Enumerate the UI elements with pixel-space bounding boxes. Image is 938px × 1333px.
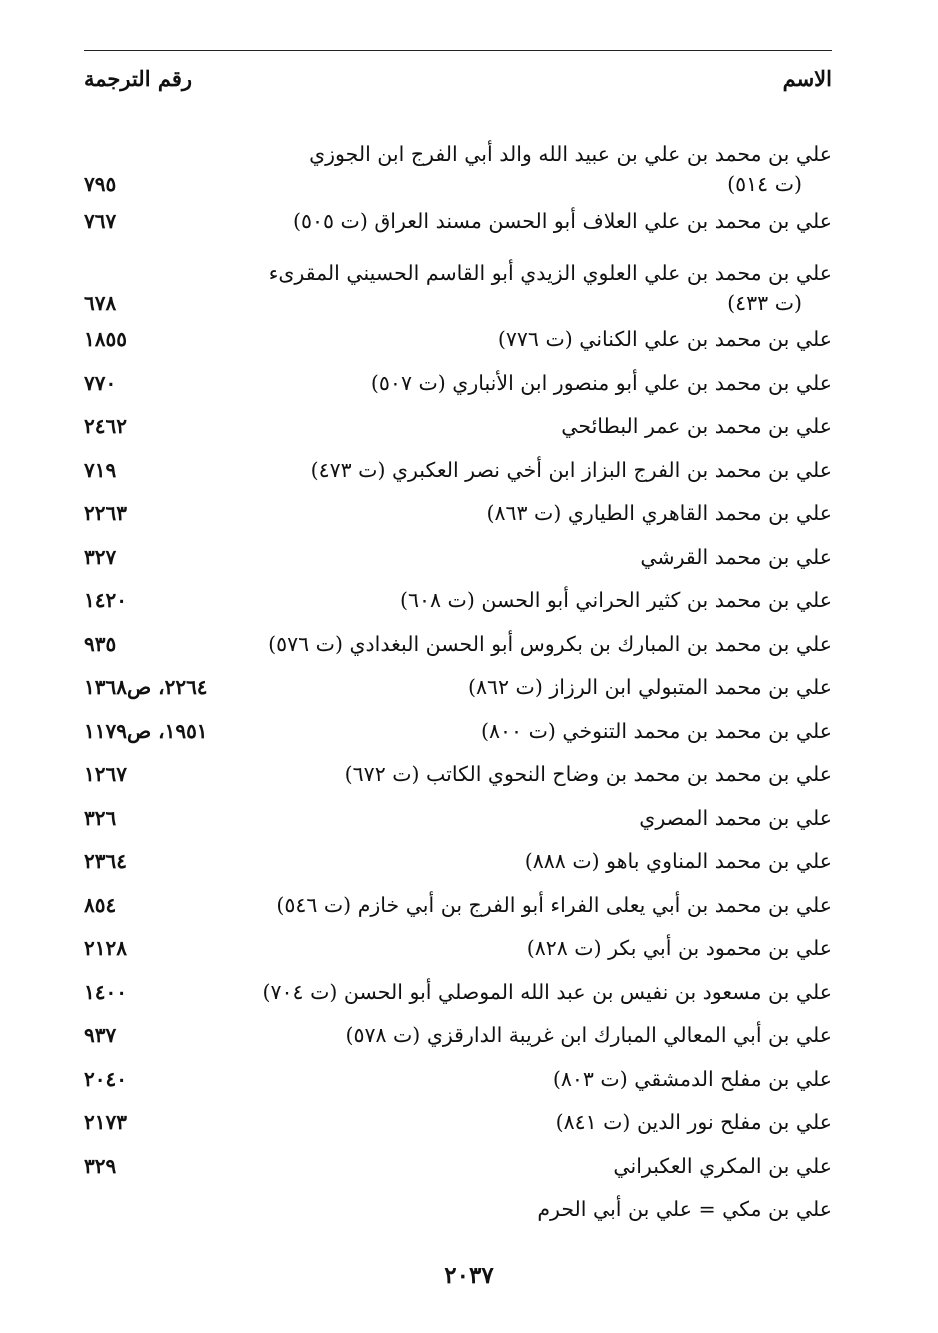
index-entry (84, 709, 832, 753)
index-entry (84, 666, 832, 710)
entry-name-continuation: (ت ٤٣٣) (727, 290, 802, 315)
entry-name (232, 411, 832, 441)
entry-name-text: علي بن محمد بن محمد بن وضاح النحوي الكاتب (ت ٦٧٢) (344, 762, 832, 787)
index-entry (84, 448, 832, 492)
entry-name (232, 139, 832, 199)
entry-name (232, 258, 832, 318)
entry-name-text: علي بن محمد المتبولي ابن الرزاز (ت ٨٦٢) (467, 675, 832, 700)
top-rule (84, 50, 832, 51)
index-entry (84, 883, 832, 927)
entry-number: ١٤٢٠ (84, 588, 127, 613)
entry-number: ٧٩٥ (84, 172, 117, 196)
entry-number: ٨٥٤ (84, 892, 117, 917)
entry-name (232, 759, 832, 789)
entry-name (232, 1194, 832, 1224)
header-number-column: رقم الترجمة (84, 66, 193, 91)
index-entry (84, 1101, 832, 1145)
entry-name-text: علي بن مفلح نور الدين (ت ٨٤١) (555, 1110, 832, 1135)
entry-name-text: علي بن محمد المصري (639, 805, 832, 830)
entry-name (232, 716, 832, 746)
index-entries (84, 124, 832, 1231)
entry-number: ٣٢٧ (84, 544, 117, 569)
entry-name (232, 629, 832, 659)
index-entry (84, 535, 832, 579)
entry-name (232, 1151, 832, 1181)
header-name-column: الاسم (782, 66, 832, 91)
entry-name-text: علي بن محمد بن علي العلاف أبو الحسن مسند العراق (ت ٥٠٥) (292, 208, 832, 233)
index-entry (84, 1144, 832, 1188)
entry-number: ٧١٩ (84, 457, 117, 482)
entry-name-text: علي بن محمد المناوي باهو (ت ٨٨٨) (524, 849, 832, 874)
entry-name-text: علي بن محمد بن علي الكناني (ت ٧٧٦) (497, 327, 832, 352)
index-entry (84, 124, 832, 199)
entry-name-text: علي بن محمد القرشي (640, 544, 832, 569)
entry-number: ٣٢٦ (84, 805, 117, 830)
index-entry (84, 840, 832, 884)
entry-number: ٦٧٨ (84, 290, 117, 315)
entry-number: ١٢٦٧ (84, 762, 127, 787)
index-entry (84, 927, 832, 971)
entry-name-text: علي بن المكري العكبراني (613, 1153, 832, 1178)
index-entry (84, 1014, 832, 1058)
entry-number: ٢٢٦٣ (84, 501, 127, 526)
entry-number: ٢٤٦٢ (84, 414, 127, 439)
entry-name (232, 206, 832, 236)
index-entry (84, 243, 832, 318)
entry-name (232, 1064, 832, 1094)
entry-name (232, 324, 832, 354)
entry-name (232, 933, 832, 963)
index-entry (84, 361, 832, 405)
entry-number: ٢٣٦٤ (84, 849, 127, 874)
entry-name (232, 498, 832, 528)
entry-name-text: علي بن محمود بن أبي بكر (ت ٨٢٨) (526, 936, 832, 961)
entry-name (232, 846, 832, 876)
index-entry (84, 970, 832, 1014)
entry-number: ٢٢٦٤، ص١٣٦٨ (84, 675, 208, 700)
entry-name-text: علي بن محمد بن علي بن عبيد الله والد أبي الفرج ابن الجوزي (309, 142, 832, 166)
entry-number: ١٩٥١، ص١١٧٩ (84, 718, 208, 743)
page-number: ٢٠٣٧ (444, 1262, 494, 1289)
entry-number: ٢١٢٨ (84, 936, 127, 961)
entry-name (232, 368, 832, 398)
entry-number: ٩٣٧ (84, 1023, 117, 1048)
entry-name (232, 585, 832, 615)
entry-name (232, 977, 832, 1007)
entry-name (232, 455, 832, 485)
index-entry (84, 492, 832, 536)
entry-name (232, 672, 832, 702)
entry-number: ٧٧٠ (84, 370, 117, 395)
entry-name-text: علي بن محمد بن المبارك بن بكروس أبو الحسن البغدادي (ت ٥٧٦) (268, 631, 832, 656)
entry-number: ٣٢٩ (84, 1153, 117, 1178)
index-entry (84, 318, 832, 362)
index-entry (84, 579, 832, 623)
entry-name (232, 1020, 832, 1050)
index-entry (84, 753, 832, 797)
column-header (84, 66, 832, 100)
index-entry (84, 1188, 832, 1232)
entry-name (232, 890, 832, 920)
entry-name-text: علي بن مفلح الدمشقي (ت ٨٠٣) (552, 1066, 832, 1091)
entry-name (232, 542, 832, 572)
index-entry (84, 1057, 832, 1101)
entry-name-text: علي بن محمد بن علي أبو منصور ابن الأنباري (ت ٥٠٧) (370, 370, 832, 395)
entry-name-text: علي بن أبي المعالي المبارك ابن غريبة الدارقزي (ت ٥٧٨) (345, 1023, 832, 1048)
entry-number: ٢٠٤٠ (84, 1066, 127, 1091)
entry-number: ١٤٠٠ (84, 979, 127, 1004)
entry-name-text: علي بن محمد بن كثير الحراني أبو الحسن (ت ٦٠٨) (399, 588, 832, 613)
entry-name-text: علي بن محمد بن محمد التنوخي (ت ٨٠٠) (481, 718, 832, 743)
entry-name-text: علي بن مكي = علي بن أبي الحرم (537, 1197, 832, 1222)
entry-name-continuation: (ت ٥١٤) (727, 172, 802, 196)
entry-name (232, 803, 832, 833)
entry-number: ٩٣٥ (84, 631, 117, 656)
entry-name-text: علي بن مسعود بن نفيس بن عبد الله الموصلي أبو الحسن (ت ٧٠٤) (262, 979, 832, 1004)
index-entry (84, 622, 832, 666)
index-entry (84, 199, 832, 243)
entry-name-text: علي بن محمد بن عمر البطائحي (561, 414, 832, 439)
entry-number: ٧٦٧ (84, 208, 117, 233)
entry-name-text: علي بن محمد بن الفرج البزاز ابن أخي نصر العكبري (ت ٤٧٣) (310, 457, 832, 482)
entry-name-text: علي بن محمد بن علي العلوي الزيدي أبو القاسم الحسيني المقرىء (268, 260, 832, 285)
entry-number: ١٨٥٥ (84, 327, 127, 352)
entry-number: ٢١٧٣ (84, 1110, 127, 1135)
entry-name-text: علي بن محمد القاهري الطياري (ت ٨٦٣) (486, 501, 832, 526)
entry-name-text: علي بن محمد بن أبي يعلى الفراء أبو الفرج بن أبي خازم (ت ٥٤٦) (276, 892, 832, 917)
index-entry (84, 405, 832, 449)
index-entry (84, 796, 832, 840)
entry-name (232, 1107, 832, 1137)
